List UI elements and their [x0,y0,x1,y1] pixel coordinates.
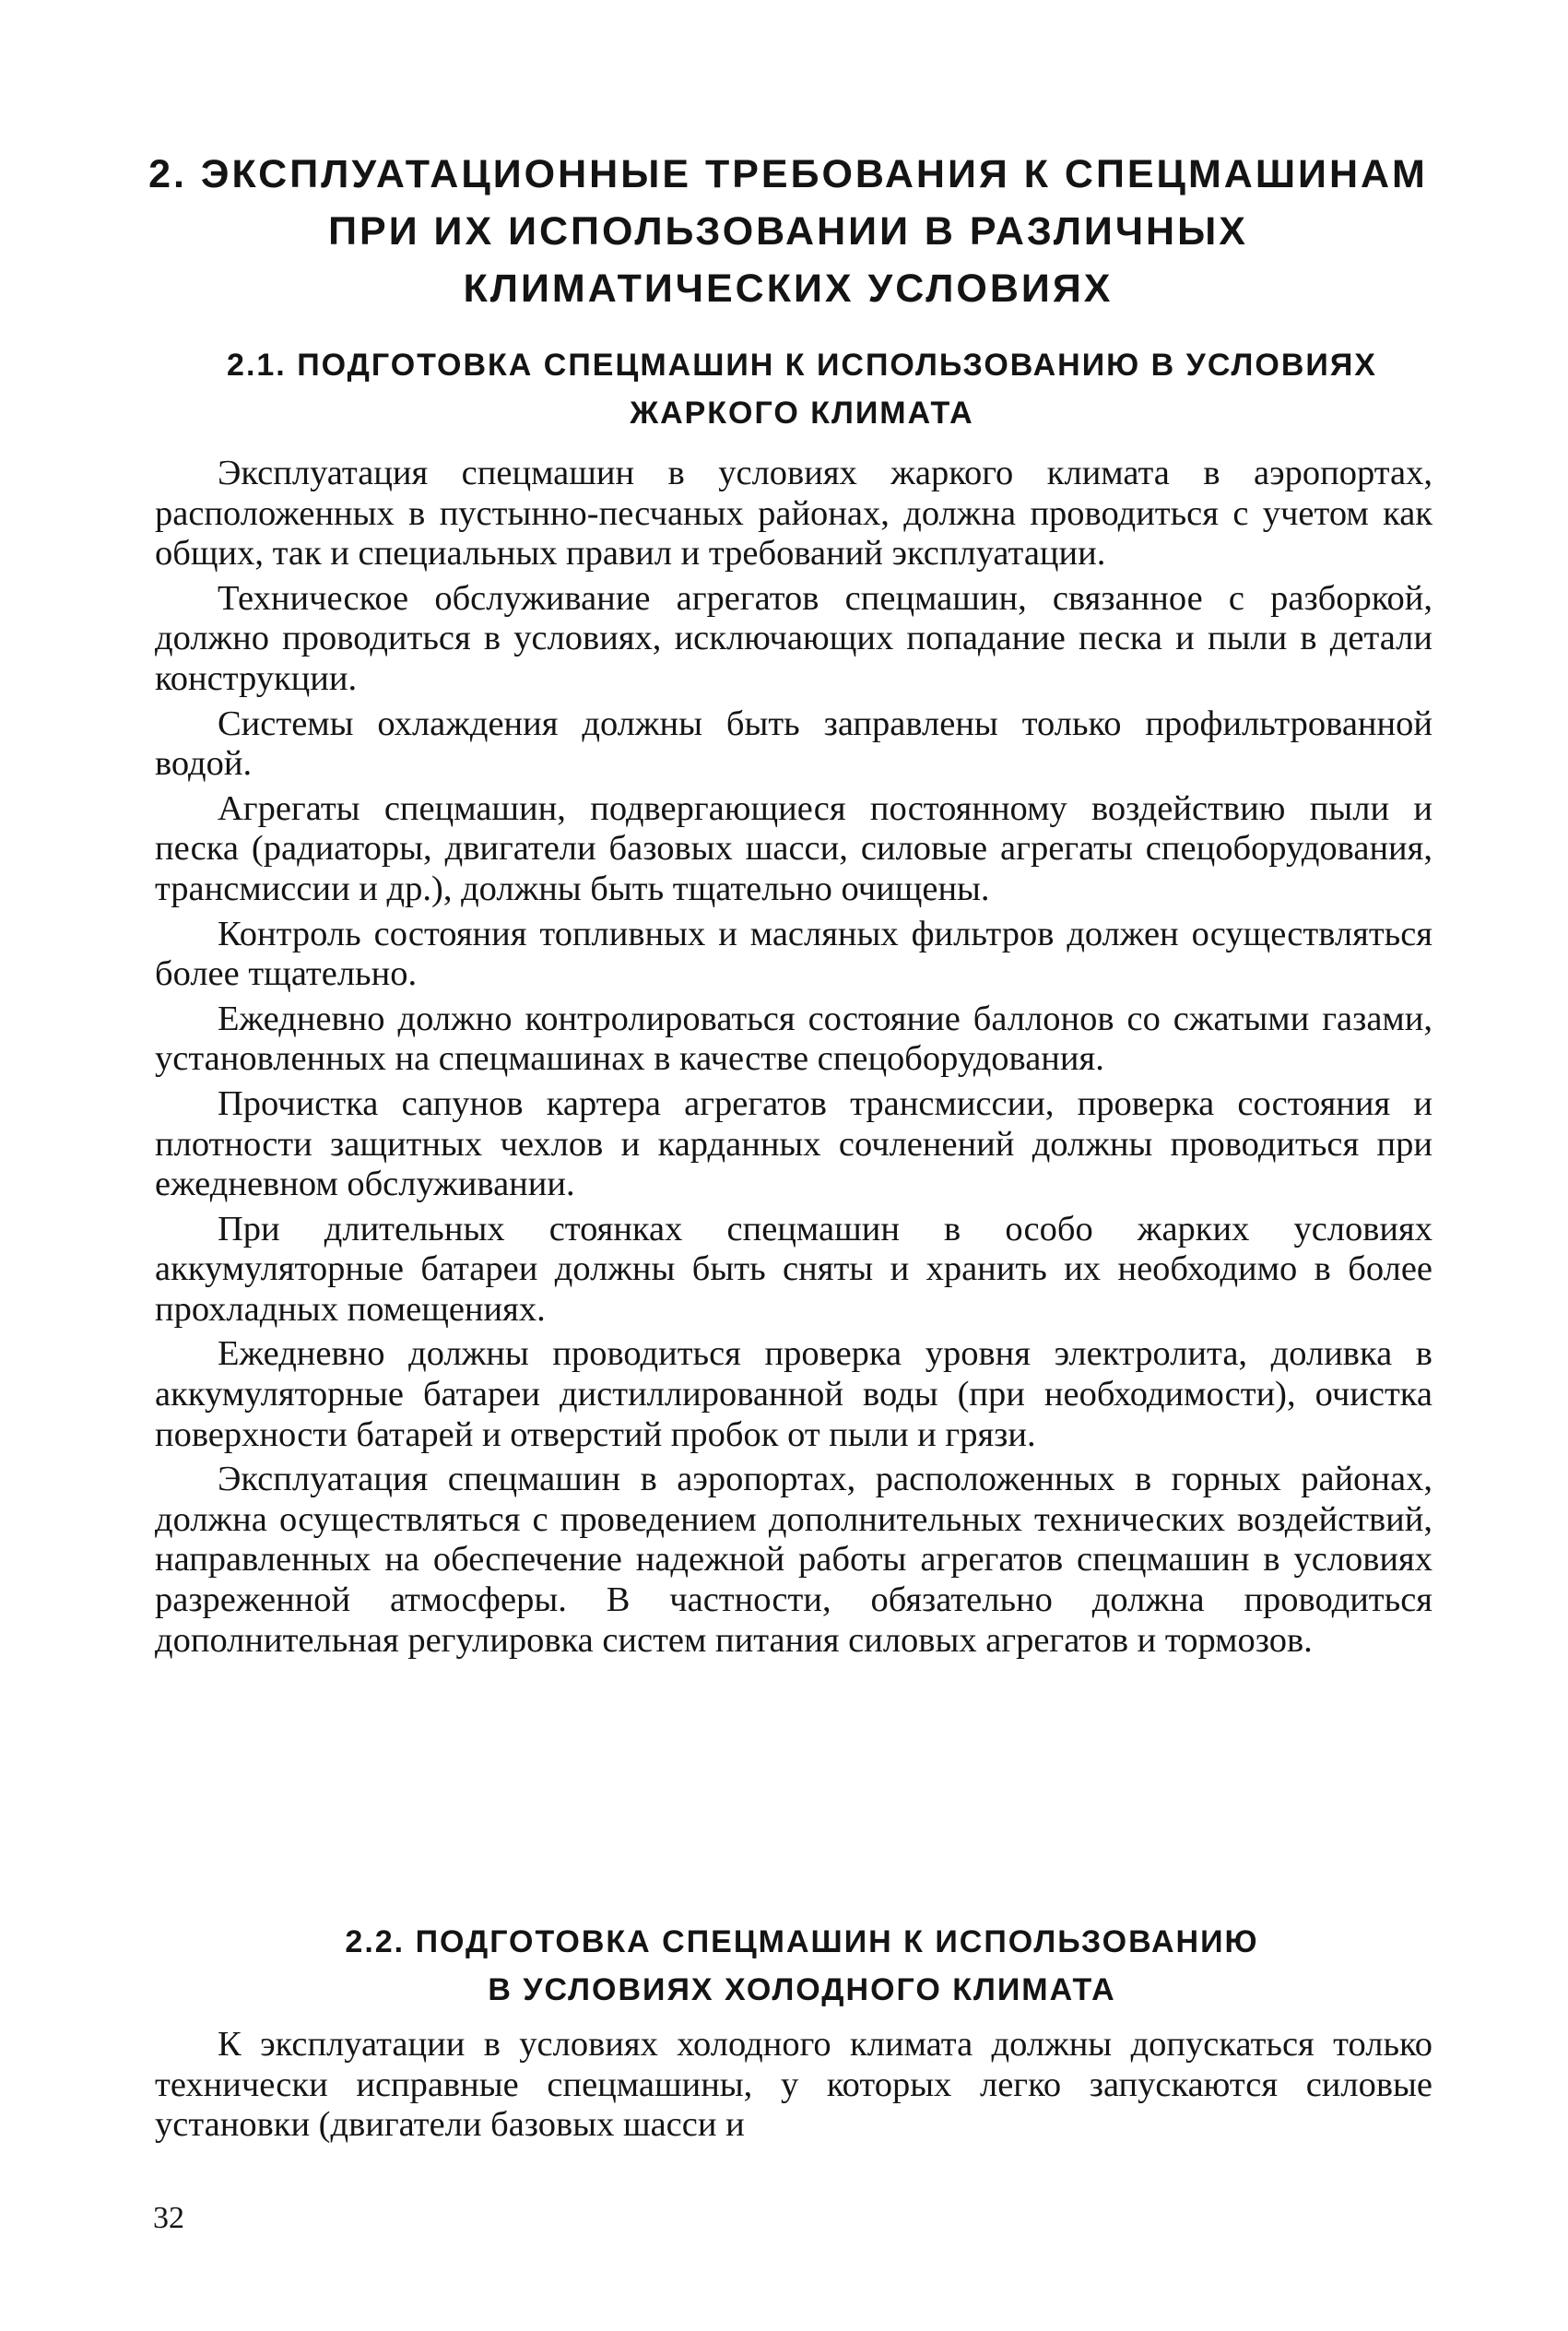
chapter-title [129,146,1447,317]
paragraph: При длительных стоянках спецмашин в особо жарких условиях аккумуляторные батареи должны быть сняты и хранить их необходимо в более прохладных помещениях. [155,1209,1432,1329]
paragraph: Эксплуатация спецмашин в условиях жаркого климата в аэропортах, расположенных в пустынно-песчаных районах, должна проводиться с учетом как общих, так и специальных правил и требований эксплуатации. [155,454,1432,574]
section-body-hot-climate [155,454,1432,1665]
paragraph: Техническое обслуживание агрегатов спецмашин, связанное с разборкой, должно проводиться в условиях, исключающих попадание песка и пыли в детали конструкции. [155,578,1432,698]
section-body-cold-climate [155,2025,1432,2150]
paragraph: Ежедневно должно контролироваться состояние баллонов со сжатыми газами, установленных на спецмашинах в качестве спецоборудования. [155,999,1432,1079]
section-heading-line: 2.2. ПОДГОТОВКА СПЕЦМАШИН К ИСПОЛЬЗОВАНИЮ [345,1924,1259,1959]
paragraph: Прочистка сапунов картера агрегатов трансмиссии, проверка состояния и плотности защитных чехлов и карданных сочленений должны проводиться при ежедневном обслуживании. [155,1083,1432,1204]
section-heading-hot-climate [175,341,1429,437]
paragraph: Агрегаты спецмашин, подвергающиеся постоянному воздействию пыли и песка (радиаторы, двигатели базовых шасси, силовые агрегаты спецоборудования, трансмиссии и др.), должны быть тщательно очищены. [155,788,1432,908]
paragraph: Ежедневно должны проводиться проверка уровня электролита, доливка в аккумуляторные батареи дистиллированной воды (при необходимости), очистка поверхности батарей и отверстий пробок от пыли и грязи. [155,1334,1432,1454]
section-heading-cold-climate [175,1918,1429,2014]
page-number: 32 [153,2201,184,2235]
chapter-title-line: 2. ЭКСПЛУАТАЦИОННЫЕ ТРЕБОВАНИЯ К СПЕЦМАШИНАМ [148,152,1428,196]
section-heading-line: В УСЛОВИЯХ ХОЛОДНОГО КЛИМАТА [488,1972,1116,2007]
paragraph: Эксплуатация спецмашин в аэропортах, расположенных в горных районах, должна осуществляться с проведением дополнительных технических воздействий, направленных на обеспечение надежной работы агрегатов спецмашин в условиях разреженной атмосферы. В частности, обязательно должна проводиться дополнительная регулировка систем питания силовых агрегатов и тормозов. [155,1460,1432,1660]
paragraph: Контроль состояния топливных и масляных фильтров должен осуществляться более тщательно. [155,914,1432,994]
paragraph: К эксплуатации в условиях холодного климата должны допускаться только технически исправные спецмашины, у которых легко запускаются силовые установки (двигатели базовых шасси и [155,2025,1432,2145]
chapter-title-line: ПРИ ИХ ИСПОЛЬЗОВАНИИ В РАЗЛИЧНЫХ [328,209,1248,254]
paragraph: Системы охлаждения должны быть заправлены только профильтрованной водой. [155,704,1432,784]
section-heading-line: ЖАРКОГО КЛИМАТА [630,396,974,431]
chapter-title-line: КЛИМАТИЧЕСКИХ УСЛОВИЯХ [463,266,1114,311]
section-heading-line: 2.1. ПОДГОТОВКА СПЕЦМАШИН К ИСПОЛЬЗОВАНИЮ В УСЛОВИЯХ [227,348,1377,383]
